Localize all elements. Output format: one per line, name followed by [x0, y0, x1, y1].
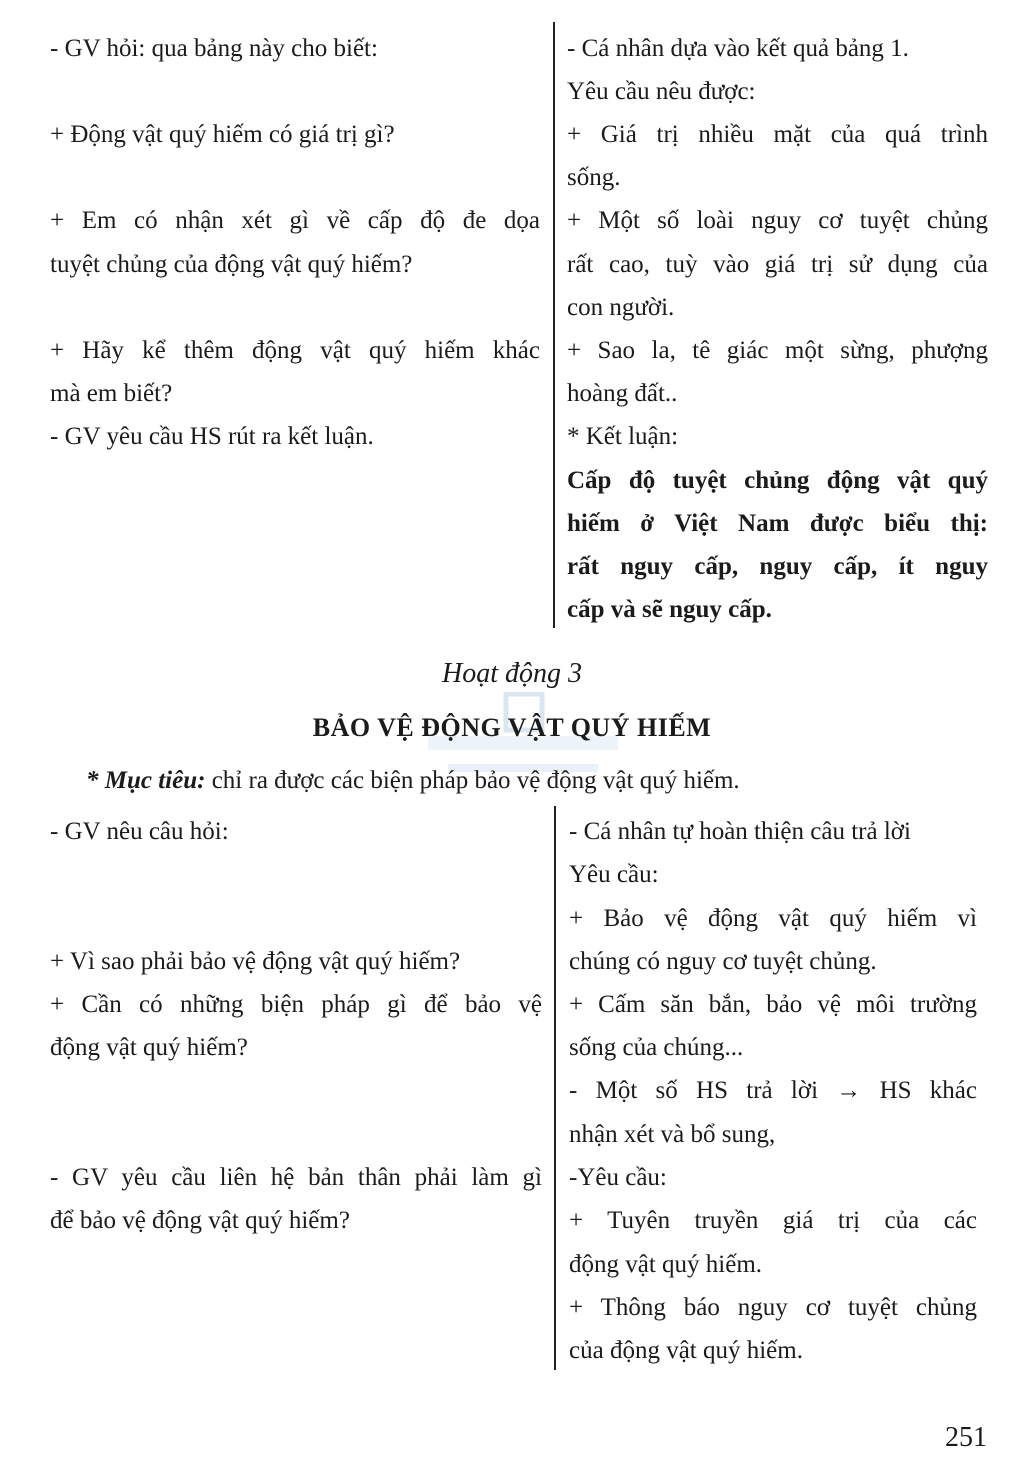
conclusion-line: Cấp độ tuyệt chủng động vật quý [567, 467, 988, 494]
table2-left-line: + Vì sao phải bảo vệ động vật quý hiếm? [50, 948, 461, 975]
table2-column-divider [554, 806, 556, 1370]
table1-right-line: + Sao la, tê giác một sừng, phượng [567, 337, 988, 364]
table1-right-line: con người. [567, 294, 675, 321]
conclusion-line: hiếm ở Việt Nam được biểu thị: [567, 510, 988, 537]
table1-left-line: + Hãy kể thêm động vật quý hiếm khác [50, 337, 540, 364]
objective-label: * Mục tiêu: [86, 767, 206, 794]
table2-left-line: động vật quý hiếm? [50, 1034, 248, 1061]
table1-left-line: - GV yêu cầu HS rút ra kết luận. [50, 423, 374, 450]
page-number: 251 [945, 1422, 987, 1453]
table2-right-line: sống của chúng... [569, 1034, 744, 1061]
table2-right-line: + Cấm săn bắn, bảo vệ môi trường [569, 991, 977, 1018]
table2-left-line: + Cần có những biện pháp gì để bảo vệ [50, 991, 542, 1018]
table1-column-divider [553, 22, 555, 628]
section-title: BẢO VỆ ĐỘNG VẬT QUÝ HIẾM [312, 713, 712, 742]
table1-right-line: + Một số loài nguy cơ tuyệt chủng [567, 207, 988, 234]
table2-right-line: của động vật quý hiếm. [569, 1337, 803, 1364]
activity-heading: Hoạt động 3 [442, 658, 582, 689]
table2-right-line: + Thông báo nguy cơ tuyệt chủng [569, 1294, 977, 1321]
table1-right-line: Yêu cầu nêu được: [567, 78, 756, 105]
objective-text: chỉ ra được các biện pháp bảo vệ động vật quý hiếm. [205, 767, 740, 794]
table1-right-line: hoàng đất.. [567, 380, 678, 407]
table1-right-line: * Kết luận: [567, 423, 679, 450]
table2-right-line: Yêu cầu: [569, 861, 659, 888]
table2-right-line: động vật quý hiếm. [569, 1251, 763, 1278]
table2-right-line: nhận xét và bổ sung, [569, 1121, 776, 1148]
table1-left-line: + Động vật quý hiếm có giá trị gì? [50, 121, 395, 148]
table2-right-line: - Một số HS trả lời → HS khác [569, 1077, 977, 1104]
table2-right-line: - Cá nhân tự hoàn thiện câu trả lời [569, 818, 911, 845]
table2-right-line: + Tuyên truyền giá trị của các [569, 1207, 977, 1234]
table2-right-line: -Yêu cầu: [569, 1164, 667, 1191]
objective-line [86, 766, 740, 796]
table2-left-line: - GV yêu cầu liên hệ bản thân phải làm gì [50, 1164, 542, 1191]
table1-right-line: rất cao, tuỳ vào giá trị sử dụng của [567, 251, 988, 278]
table1-right-line: sống. [567, 164, 621, 191]
table1-left-line: - GV hỏi: qua bảng này cho biết: [50, 35, 378, 62]
table2-left-line: để bảo vệ động vật quý hiếm? [50, 1207, 350, 1234]
table2-right-line: chúng có nguy cơ tuyệt chủng. [569, 948, 877, 975]
conclusion-line: rất nguy cấp, nguy cấp, ít nguy [567, 553, 988, 580]
table1-left-line: mà em biết? [50, 380, 173, 407]
table1-left-line: + Em có nhận xét gì về cấp độ đe dọa [50, 207, 540, 234]
table1-left-line: tuyệt chủng của động vật quý hiếm? [50, 251, 413, 278]
table2-right-line: + Bảo vệ động vật quý hiếm vì [569, 905, 977, 932]
table1-right-line: + Giá trị nhiều mặt của quá trình [567, 121, 988, 148]
table1-right-line: - Cá nhân dựa vào kết quả bảng 1. [567, 35, 909, 62]
conclusion-line: cấp và sẽ nguy cấp. [567, 596, 772, 623]
table2-left-line: - GV nêu câu hỏi: [50, 818, 229, 845]
